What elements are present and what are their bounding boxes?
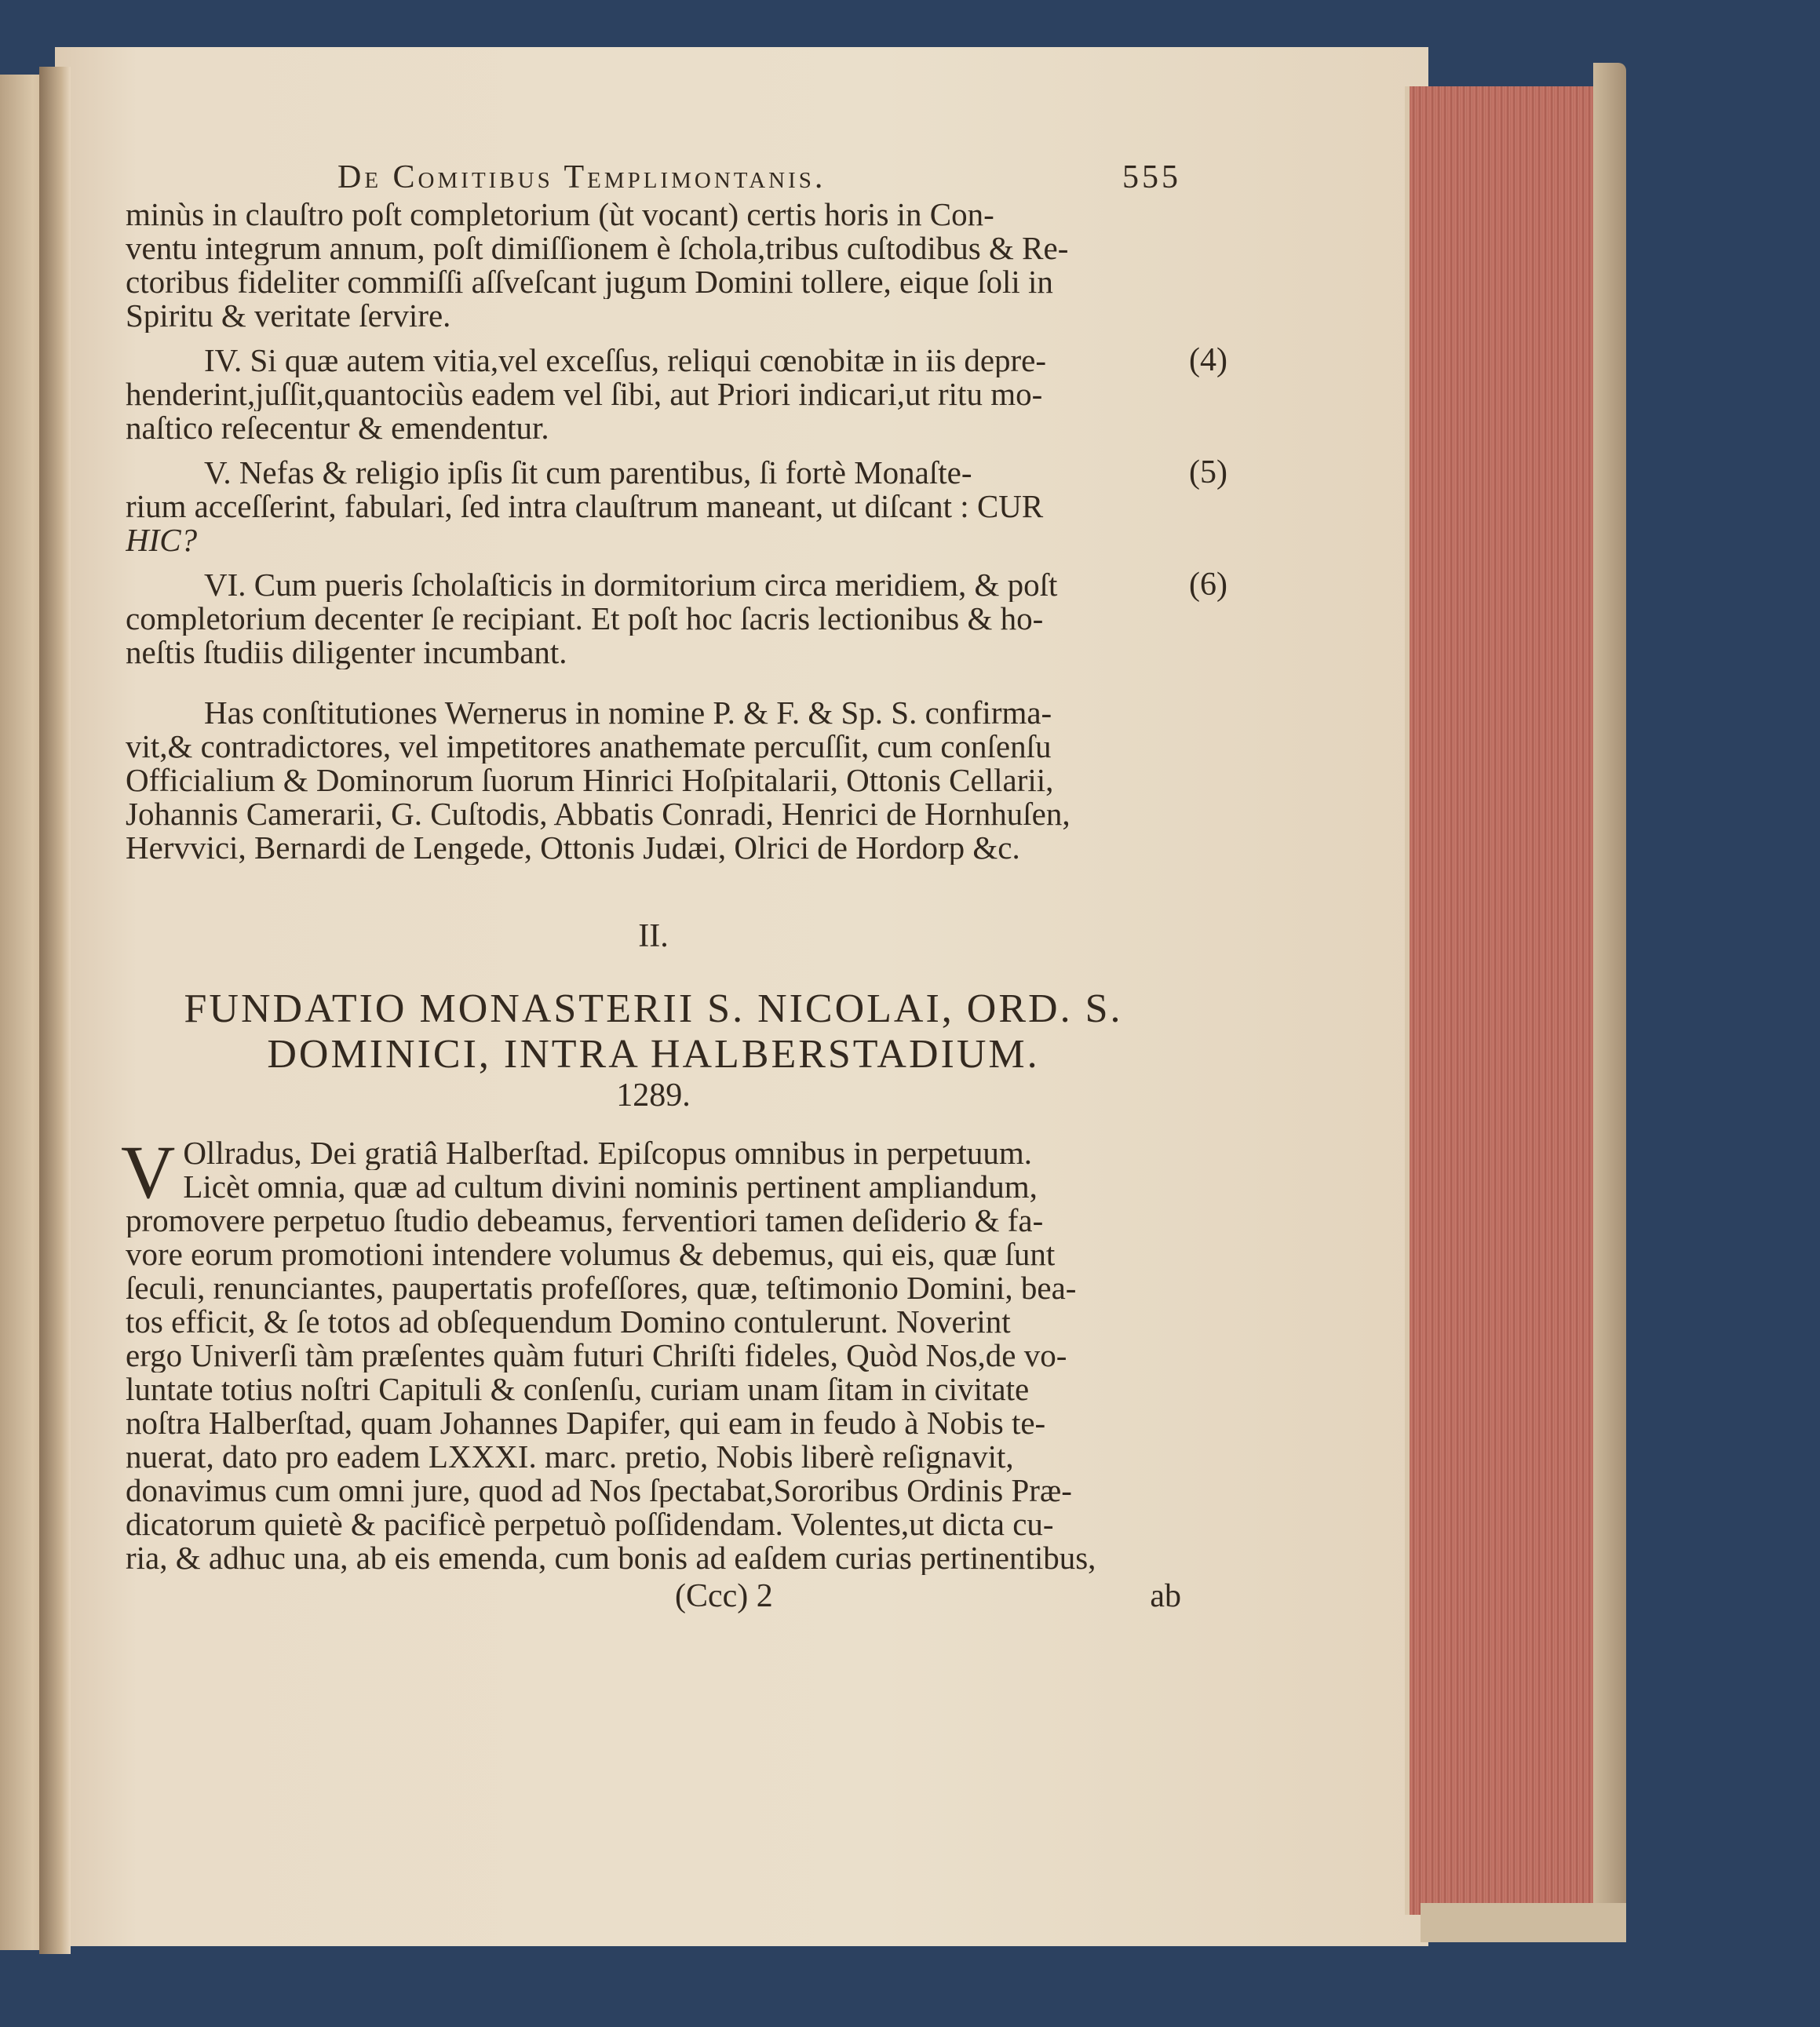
text-line: completorium decenter ſe recipiant. Et poſt hoc ſacris lectionibus & ho- (126, 602, 1044, 636)
book-cover-edge (1593, 63, 1626, 1930)
text-block (121, 159, 1227, 1614)
text-line: nuerat, dato pro eadem LXXXI. marc. pretio, Nobis liberè reſignavit, (126, 1440, 1014, 1474)
heading-line: FUNDATIO MONASTERII S. NICOLAI, ORD. S. (184, 986, 1123, 1031)
text-line: noſtra Halberſtad, quam Johannes Dapifer, qui eam in feudo à Nobis te- (126, 1406, 1046, 1440)
text-line: Licèt omnia, quæ ad cultum divini nominis pertinent ampliandum, (183, 1170, 1038, 1204)
section-year: 1289. (616, 1077, 691, 1114)
text-line: ria, & adhuc una, ab eis emenda, cum bonis ad eaſdem curias pertinentibus, (126, 1541, 1096, 1575)
text-line: Johannis Camerarii, G. Cuſtodis, Abbatis Conradi, Henrici de Hornhuſen, (126, 797, 1070, 831)
margin-note: (5) (1189, 454, 1227, 490)
text-line: ſeculi, renunciantes, paupertatis profeſſores, quæ, teſtimonio Domini, bea- (126, 1271, 1077, 1305)
page-footer (126, 1580, 1181, 1613)
margin-note: (4) (1189, 342, 1227, 378)
text-line: Officialium & Dominorum ſuorum Hinrici Hoſpitalarii, Ottonis Cellarii, (126, 764, 1054, 797)
text-line: rium acceſſerint, fabulari, ſed intra clauſtrum maneant, ut diſcant : CUR (126, 490, 1044, 523)
text-line: henderint,juſſit,quantociùs eadem vel ſibi, aut Priori indicari,ut ritu mo- (126, 377, 1043, 411)
running-head (337, 161, 1181, 195)
text-line: ergo Univerſi tàm præſentes quàm futuri Chriſti fideles, Quòd Nos,de vo- (126, 1339, 1067, 1373)
drop-cap: V (121, 1130, 176, 1214)
margin-note: (6) (1189, 567, 1227, 603)
book-gutter (39, 67, 71, 1954)
text-line: minùs in clauſtro poſt completorium (ùt vocant) certis horis in Con- (126, 198, 994, 232)
text-line: HIC? (126, 523, 198, 557)
paragraph-iv (126, 342, 1227, 445)
text-line: naſtico reſecentur & emendentur. (126, 411, 549, 445)
text-line: neſtis ſtudiis diligenter incumbant. (126, 636, 567, 669)
text-line: V. Nefas & religio ipſis ſit cum parentibus, ſi fortè Monaſte- (204, 456, 972, 490)
page-fore-edges (1405, 86, 1606, 1915)
text-line: ctoribus fideliter commiſſi aſſveſcant jugum Domini tollere, eique ſoli in (126, 265, 1053, 299)
page-number: 555 (1122, 159, 1181, 195)
text-line: vore eorum promotioni intendere volumus & debemus, qui eis, quæ ſunt (126, 1238, 1056, 1271)
charter-text (121, 1130, 1181, 1575)
book-cover-corner (1421, 1903, 1626, 1942)
text-line: Hervvici, Bernardi de Lengede, Ottonis Judæi, Olrici de Hordorp &c. (126, 831, 1020, 865)
signature-mark: (Ccc) 2 (675, 1578, 773, 1614)
section-heading (126, 986, 1181, 1077)
text-line: VI. Cum pueris ſcholaſticis in dormitorium circa meridiem, & poſt (204, 568, 1058, 602)
paragraph-vi (126, 567, 1227, 669)
heading-line: DOMINICI, INTRA HALBERSTADIUM. (267, 1032, 1040, 1077)
running-head-title: De Comitibus Templimontanis. (337, 159, 826, 195)
text-line: dicatorum quietè & pacificè perpetuò poſſidendam. Volentes,ut dicta cu- (126, 1507, 1054, 1541)
text-line: tos efficit, & ſe totos ad obſequendum Domino contulerunt. Noverint (126, 1305, 1011, 1339)
text-line: ventu integrum annum, poſt dimiſſionem è ſchola,tribus cuſtodibus & Re- (126, 232, 1069, 265)
text-line: Ollradus, Dei gratiâ Halberſtad. Epiſcopus omnibus in perpetuum. (183, 1136, 1033, 1170)
paragraph-continuation (126, 198, 1181, 333)
section-number: II. (638, 918, 669, 954)
text-line: luntate totius noſtri Capituli & conſenſu, curiam unam ſitam in civitate (126, 1373, 1030, 1406)
text-line: Spiritu & veritate ſervire. (126, 299, 451, 333)
text-line: Has conſtitutiones Wernerus in nomine P. & F. & Sp. S. confirma- (204, 696, 1052, 730)
text-line: donavimus cum omni jure, quod ad Nos ſpectabat,Sororibus Ordinis Præ- (126, 1474, 1072, 1507)
text-line: vit,& contradictores, vel impetitores anathemate percuſſit, cum conſenſu (126, 730, 1052, 764)
text-line: promovere perpetuo ſtudio debeamus, ferventiori tamen deſiderio & fa- (126, 1204, 1044, 1238)
catchword: ab (1150, 1578, 1181, 1614)
paragraph-confirmation (126, 696, 1181, 865)
text-line: IV. Si quæ autem vitia,vel exceſſus, reliqui cœnobitæ in iis depre- (204, 344, 1047, 377)
paragraph-v (126, 454, 1227, 557)
